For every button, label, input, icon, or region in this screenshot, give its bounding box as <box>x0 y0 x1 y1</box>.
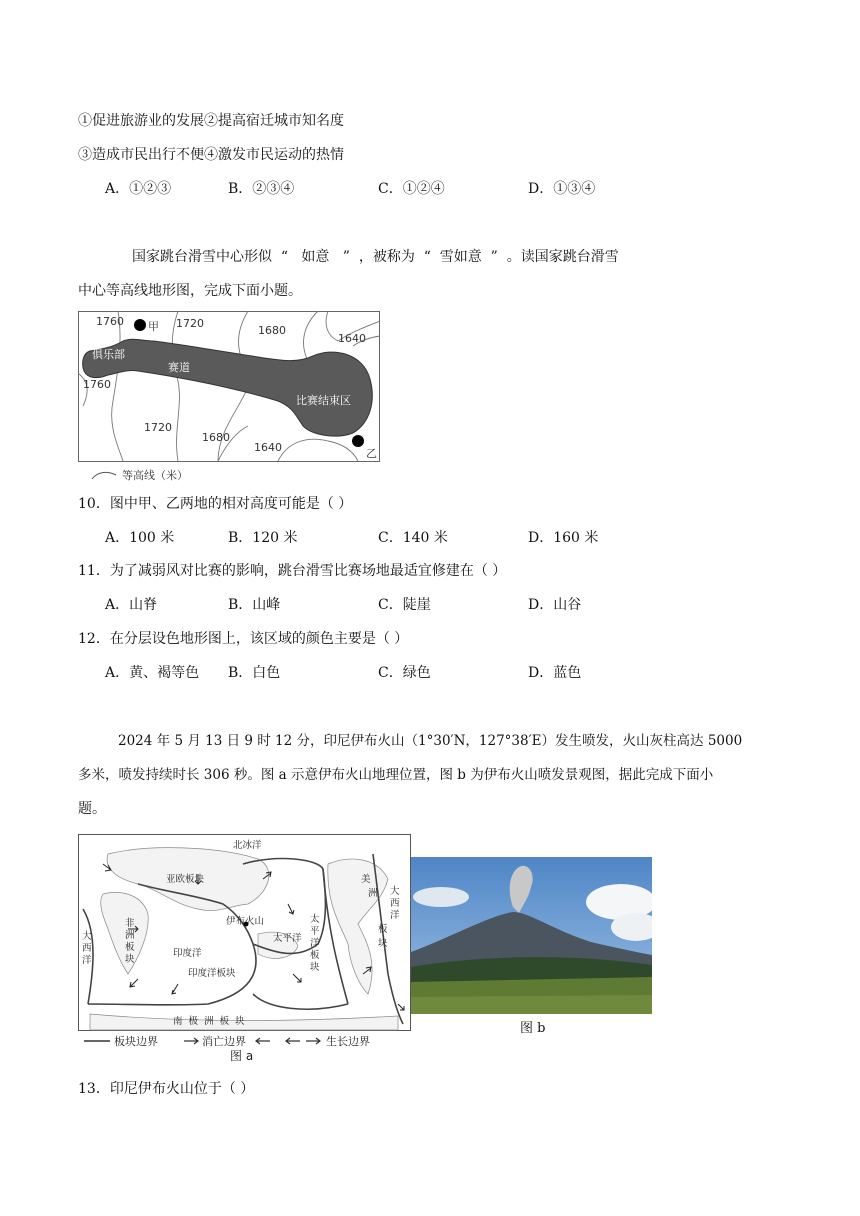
african-plate-label-3: 板 <box>125 942 135 953</box>
american-plate-label-2: 块 <box>378 938 388 949</box>
legend-subduction-arrow-left <box>184 1038 198 1044</box>
pacific-plate-label-5: 块 <box>310 962 320 973</box>
figure-b-caption: 图 b <box>520 1021 546 1036</box>
passage1-line1: 国家跳台滑雪中心形似 “ 如意 ” ，被称为 “ 雪如意 ” 。读国家跳台滑雪 <box>132 249 619 265</box>
plate-tectonics-map <box>78 834 411 1064</box>
finish-area-label: 比赛结束区 <box>296 394 351 407</box>
pacific-ocean-label: 太平洋 <box>273 933 302 944</box>
african-plate-label-2: 洲 <box>125 930 135 941</box>
point-yi-marker <box>352 435 364 447</box>
q11-option-d: D．山谷 <box>528 597 582 613</box>
ibu-volcano-label: 伊布火山 <box>226 916 265 927</box>
atlantic-east-label-1: 大 <box>390 886 400 897</box>
legend-growth-arrows <box>286 1038 320 1044</box>
track-label: 赛道 <box>168 361 190 374</box>
q10-stem: 10．图中甲、乙两地的相对高度可能是（ ） <box>78 496 353 512</box>
passage2-line3: 题。 <box>78 801 106 817</box>
contour-label-1680-b: 1680 <box>202 431 230 444</box>
passage1-line2: 中心等高线地形图，完成下面小题。 <box>78 283 302 299</box>
contour-label-1720-b: 1720 <box>144 421 172 434</box>
q10-option-d: D．160 米 <box>528 530 599 546</box>
atlantic-east-label-3: 洋 <box>390 910 400 921</box>
america-label-1: 美 <box>361 874 371 885</box>
atlantic-east-label-2: 西 <box>390 898 400 909</box>
contour-label-1640: 1640 <box>338 332 366 345</box>
pacific-plate-label-4: 板 <box>310 950 320 961</box>
legend-boundary-label: 板块边界 <box>114 1035 158 1048</box>
contour-legend-icon <box>92 472 116 479</box>
q10-option-c: C．140 米 <box>378 530 448 546</box>
q11-option-b: B．山峰 <box>228 597 281 613</box>
legend-growth-label: 生长边界 <box>326 1035 370 1048</box>
q12-option-c: C．绿色 <box>378 665 431 681</box>
q11-option-c: C．陡崖 <box>378 597 431 613</box>
contour-label-1680: 1680 <box>258 324 286 337</box>
african-plate-label-1: 非 <box>125 918 135 929</box>
figure-a-caption: 图 a <box>230 1049 254 1063</box>
q10-option-b: B．120 米 <box>228 530 298 546</box>
q11-stem: 11．为了减弱风对比赛的影响，跳台滑雪比赛场地最适宜修建在（ ） <box>78 563 507 579</box>
legend-subduction-arrow-right <box>256 1038 270 1044</box>
q9-statement-1: ①促进旅游业的发展②提高宿迁城市知名度 <box>78 113 344 129</box>
contour-label-1720: 1720 <box>176 317 204 330</box>
antarctic-plate-label: 南 极 洲 板 块 <box>173 1016 245 1027</box>
q11-option-a: A．山脊 <box>105 597 158 613</box>
passage2-line1: 2024 年 5 月 13 日 9 时 12 分，印尼伊布火山（1°30′N，127°38′E）发生喷发，火山灰柱高达 5000 <box>118 733 743 749</box>
atlantic-west-label-3: 洋 <box>82 955 92 966</box>
pacific-plate-label-3: 洋 <box>310 938 320 949</box>
q10-option-a: A．100 米 <box>105 530 175 546</box>
club-label: 俱乐部 <box>92 348 125 361</box>
q9-option-d: D．①③④ <box>528 181 596 197</box>
q9-option-b: B．②③④ <box>228 181 295 197</box>
point-jia-marker <box>134 319 146 331</box>
q12-stem: 12．在分层设色地形图上，该区域的颜色主要是（ ） <box>78 631 409 647</box>
contour-legend-label: 等高线（米） <box>122 469 188 482</box>
eurasian-plate-label: 亚欧板块 <box>166 874 205 885</box>
point-jia-label: 甲 <box>148 320 159 333</box>
america-label-2: 洲 <box>368 888 378 899</box>
volcano-eruption-photo <box>411 857 652 1014</box>
atlantic-west-label-1: 大 <box>82 931 92 942</box>
atlantic-west-label-2: 西 <box>82 943 92 954</box>
point-yi-label: 乙 <box>366 447 377 460</box>
contour-label-1760-b: 1760 <box>83 378 111 391</box>
passage2-line2: 多米，喷发持续时长 306 秒。图 a 示意伊布火山地理位置，图 b 为伊布火山喷发景观图，据此完成下面小 <box>78 767 714 783</box>
q9-option-c: C．①②④ <box>378 181 445 197</box>
african-plate-label-4: 块 <box>125 954 135 965</box>
indian-ocean-plate-label: 印度洋板块 <box>188 968 236 979</box>
q12-option-a: A．黄、褐等色 <box>105 665 200 681</box>
pacific-plate-label-1: 太 <box>310 914 320 925</box>
arctic-ocean-label: 北冰洋 <box>233 840 262 851</box>
q9-option-a: A．①②③ <box>105 181 172 197</box>
q13-stem: 13．印尼伊布火山位于（ ） <box>78 1081 255 1097</box>
q9-statement-2: ③造成市民出行不便④激发市民运动的热情 <box>78 147 344 163</box>
q12-option-b: B．白色 <box>228 665 281 681</box>
contour-label-1760: 1760 <box>96 315 124 328</box>
contour-map <box>78 311 380 484</box>
american-plate-label-1: 板 <box>378 924 388 935</box>
q12-option-d: D．蓝色 <box>528 665 582 681</box>
contour-label-1640-b: 1640 <box>254 441 282 454</box>
indian-ocean-label: 印度洋 <box>173 948 202 959</box>
legend-subduction-label: 消亡边界 <box>202 1035 246 1048</box>
pacific-plate-label-2: 平 <box>310 926 320 937</box>
